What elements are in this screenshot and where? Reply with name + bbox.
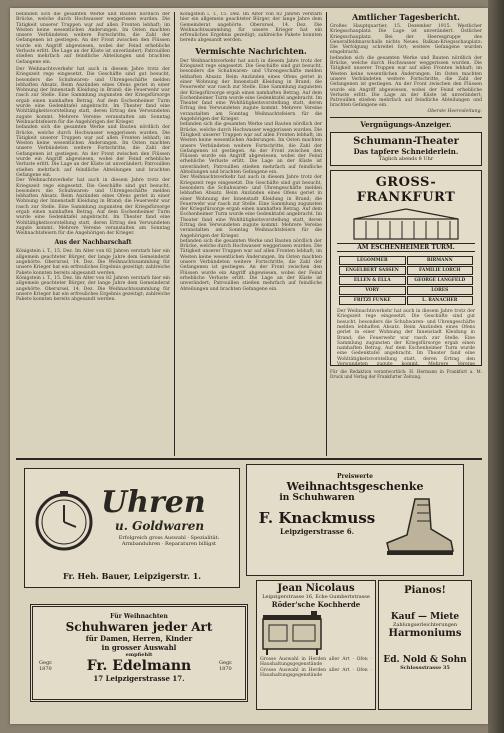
amusements-heading: Vergnügungs-Anzeiger. — [360, 120, 452, 130]
clock-icon — [33, 491, 95, 553]
col2-body-c: Der Weihnachtsverkehr hat auch in diesem Jahre trotz der Kriegszeit rege eingesetzt. Die Geschäfte sind gut besucht, besonders die Schuhwaren- und Uhrengeschäfte melden lebhaften Absatz. Beim Anzünden eines Ofens geriet in einer Wohnung der Innenstadt Kleidung in Brand; die Feuerwehr war rasch zur Stelle. Eine Sammlung zugunsten der Kriegsfürsorge ergab einen namhaften Betrag. Auf dem Eschenheimer Turm wurde eine Gedenktafel angebracht. Im Theater fand eine Wohltätigkeitsvorstellung statt, deren Ertrag den Verwundeten zugute kommt. Mehrere Vereine veranstalten am Sonntag Weihnachtsfeiern für die Angehörigen der Krieger. — [180, 175, 322, 239]
column-3 — [330, 12, 482, 456]
act-5: ELLEN & ELLA — [339, 276, 406, 285]
column-1 — [16, 12, 170, 456]
official-report-body-b: befanden sich die gesamten Werke und Bauten nördlich der Brücke, welche durch Hochwasser weggerissen wurden. Die Tätigkeit unserer Truppen war auf allen Fronten lebhaft; im Westen keine wesentlichen Änderungen. Im Osten machten unsere Verbündeten weitere Fortschritte, die Zahl der Gefangenen ist gestiegen. An der Front zwischen den Flüssen wurde ein Angriff abgewiesen, wobei der Feind erhebliche Verluste erlitt. Die Lage an der Küste ist unverändert; Patrouillen stießen mehrfach auf feindliche Abteilungen und brachten Gefangene ein. — [330, 55, 482, 109]
knackmuss-address: Leipzigerstrasse 6. — [279, 527, 355, 536]
col1-body-2: Königstein i. T., 15. Dez. Im Alter von 82 Jahren verstarb hier ein allgemein geachteter Bürger, der lange Jahre dem Gemeinderat angehörte. Oberursel, 14. Dez. Die Weihnachtssammlung für unsere Krieger hat ein erfreuliches Ergebnis gezeitigt; zahlreiche Pakete konnten bereits abgesandt werden. — [16, 249, 170, 276]
nicolaus-product: Röder'sche Kochherde — [271, 600, 361, 609]
acts-grid — [339, 256, 473, 305]
col1-body-2b: Königstein i. T., 15. Dez. Im Alter von 82 Jahren verstarb hier ein allgemein geachteter Bürger, der lange Jahre dem Gemeinderat angehörte. Oberursel, 14. Dez. Die Weihnachtssammlung für unsere Krieger hat ein erfreuliches Ergebnis gezeitigt; zahlreiche Pakete konnten bereits abgesandt werden. — [16, 275, 170, 303]
imprint-note: Für die Redaktion verantwortlich: H. Hermann in Frankfurt a. M. Druck und Verlag der Frankfurter Zeitung. — [330, 369, 482, 380]
gross-frankfurt-title: GROSS-FRANKFURT — [356, 175, 456, 206]
col2-intro: Königstein i. T., 15. Dez. Im Alter von 82 Jahren verstarb hier ein allgemein geachteter Bürger, der lange Jahre dem Gemeinderat angehörte. Oberursel, 14. Dez. Die Weihnachtssammlung für unsere Krieger hat ein erfreuliches Ergebnis gezeitigt; zahlreiche Pakete konnten bereits abgesandt werden. — [180, 12, 322, 44]
uhren-title: Uhren — [101, 485, 206, 520]
schumann-play: Das tapfere Schneiderlein. — [353, 147, 459, 157]
act-9: FRITZI FUNKE — [339, 296, 406, 305]
boot-icon — [381, 495, 457, 559]
gross-frankfurt-details: Der Weihnachtsverkehr hat auch in diesem Jahre trotz der Kriegszeit rege eingesetzt. Die Geschäfte sind gut besucht, besonders die Schuhwaren- und Uhrengeschäfte melden lebhaften Absatz. Beim Anzünden eines Ofens geriet in einer Wohnung der Innenstadt Kleidung in Brand; die Feuerwehr war rasch zur Stelle. Eine Sammlung zugunsten der Kriegsfürsorge ergab einen namhaften Betrag. Auf dem Eschenheimer Turm wurde eine Gedenktafel angebracht. Im Theater fand eine Wohltätigkeitsvorstellung statt, deren Ertrag den Verwundeten zugute kommt. Mehrere Vereine — [337, 309, 475, 367]
edelmann-line-3: für Damen, Herren, Kinder — [85, 634, 193, 643]
edelmann-shoe-ad — [30, 604, 248, 702]
nicolaus-ad — [256, 580, 376, 710]
edelmann-line-5: empfiehlt — [125, 652, 153, 658]
report-signature: Oberste Heeresleitung. — [427, 108, 482, 114]
nicolaus-address: Leipzigerstrasse 16, Ecke Gumbertstrasse — [262, 594, 370, 600]
knackmuss-line-1: Preiswerte — [337, 473, 373, 480]
knackmuss-firm: F. Knackmuss — [258, 509, 376, 527]
official-report-body: Großes Hauptquartier, 15. Dezember 1915. Westlicher Kriegsschauplatz: Die Lage ist unverändert. Östlicher Kriegsschauplatz: Bei der Heeresgruppe des Generalfeldmarschalls nichts Neues. Balkan-Kriegsschauplatz: Die Verfolgung schreitet fort; weitere Gefangene wurden eingebracht. — [330, 24, 482, 56]
schumann-theater-ad — [330, 132, 482, 166]
local-news-heading: Aus der Nachbarschaft — [54, 239, 132, 247]
nicolaus-name: Jean Nicolaus — [277, 583, 355, 594]
pianos-title: Pianos! — [404, 585, 446, 596]
act-10: L. RANACHER — [407, 296, 474, 305]
act-1: LEGOMMER — [339, 256, 406, 265]
edelmann-firm: Fr. Edelmann — [86, 658, 192, 674]
knackmuss-line-2: Weihnachtsgeschenke — [286, 480, 424, 493]
col2-body: Der Weihnachtsverkehr hat auch in diesem Jahre trotz der Kriegszeit rege eingesetzt. Die Geschäfte sind gut besucht, besonders die Schuhwaren- und Uhrengeschäfte melden lebhaften Absatz. Beim Anzünden eines Ofens geriet in einer Wohnung der Innenstadt Kleidung in Brand; die Feuerwehr war rasch zur Stelle. Eine Sammlung zugunsten der Kriegsfürsorge ergab einen namhaften Betrag. Auf dem Eschenheimer Turm wurde eine Gedenktafel angebracht. Im Theater fand eine Wohltätigkeitsvorstellung statt, deren Ertrag den Verwundeten zugute kommt. Mehrere Vereine veranstalten am Sonntag Weihnachtsfeiern für die Angehörigen der Krieger. — [180, 58, 322, 123]
act-6: GEORGE LANGFELD — [407, 276, 474, 285]
knackmuss-line-3: in Schuhwaren — [279, 493, 355, 503]
act-4: FAMILIE LORCH — [407, 266, 474, 275]
pianos-buy-rent: Kauf — Miete — [390, 612, 460, 622]
col2-body-d: befanden sich die gesamten Werke und Bauten nördlich der Brücke, welche durch Hochwasser weggerissen wurden. Die Tätigkeit unserer Truppen war auf allen Fronten lebhaft; im Westen keine wesentlichen Änderungen. Im Osten machten unsere Verbündeten weitere Fortschritte, die Zahl der Gefangenen ist gestiegen. An der Front zwischen den Flüssen wurde ein Angriff abgewiesen, wobei der Feind erhebliche Verluste erlitt. Die Lage an der Küste ist unverändert; Patrouillen stießen mehrfach auf feindliche Abteilungen und brachten Gefangene ein. — [180, 238, 322, 292]
newspaper-page — [10, 8, 488, 724]
edelmann-tag-right: Gegr. 1870 — [219, 660, 233, 672]
gross-frankfurt-subtitle: AM ESCHENHEIMER TURM. — [337, 243, 475, 252]
uhren-ad — [24, 468, 240, 588]
gross-frankfurt-ad — [330, 170, 482, 366]
edelmann-line-4: in grosser Auswahl — [101, 643, 177, 652]
act-7: VORY — [339, 286, 406, 295]
misc-news-heading: Vermischte Nachrichten. — [195, 45, 307, 56]
col1-body-1: befanden sich die gesamten Werke und Bauten nördlich der Brücke, welche durch Hochwasser weggerissen wurden. Die Tätigkeit unserer Truppen war auf allen Fronten lebhaft; im Westen keine wesentlichen Änderungen. Im Osten machten unsere Verbündeten weitere Fortschritte, die Zahl der Gefangenen ist gestiegen. An der Front zwischen den Flüssen wurde ein Angriff abgewiesen, wobei der Feind erhebliche Verluste erlitt. Die Lage an der Küste ist unverändert; Patrouillen stießen mehrfach auf feindliche Abteilungen und brachten Gefangene ein. — [16, 12, 170, 65]
schumann-time: Täglich abends 8 Uhr — [378, 156, 434, 163]
col1-body-1c: befanden sich die gesamten Werke und Bauten nördlich der Brücke, welche durch Hochwasser weggerissen wurden. Die Tätigkeit unserer Truppen war auf allen Fronten lebhaft; im Westen keine wesentlichen Änderungen. Im Osten machten unsere Verbündeten weitere Fortschritte, die Zahl der Gefangenen ist gestiegen. An der Front zwischen den Flüssen wurde ein Angriff abgewiesen, wobei der Feind erhebliche Verluste erlitt. Die Lage an der Küste ist unverändert; Patrouillen stießen mehrfach auf feindliche Abteilungen und brachten Gefangene ein. — [16, 125, 170, 178]
col1-body-1d: Der Weihnachtsverkehr hat auch in diesem Jahre trotz der Kriegszeit rege eingesetzt. Die Geschäfte sind gut besucht, besonders die Schuhwaren- und Uhrengeschäfte melden lebhaften Absatz. Beim Anzünden eines Ofens geriet in einer Wohnung der Innenstadt Kleidung in Brand; die Feuerwehr war rasch zur Stelle. Eine Sammlung zugunsten der Kriegsfürsorge ergab einen namhaften Betrag. Auf dem Eschenheimer Turm wurde eine Gedenktafel angebracht. Im Theater fand eine Wohltätigkeitsvorstellung statt, deren Ertrag den Verwundeten zugute kommt. Mehrere Vereine veranstalten am Sonntag Weihnachtsfeiern für die Angehörigen der Krieger. — [16, 178, 170, 237]
nicolaus-footer: Grosse Auswahl in Herden aller Art · Ofen · Haushaltungsgegenstände — [260, 657, 372, 668]
column-2 — [180, 12, 322, 456]
uhren-subtitle: u. Goldwaren — [115, 519, 205, 533]
knackmuss-ad — [246, 464, 464, 576]
col1-body-1b: Der Weihnachtsverkehr hat auch in diesem Jahre trotz der Kriegszeit rege eingesetzt. Die Geschäfte sind gut besucht, besonders die Schuhwaren- und Uhrengeschäfte melden lebhaften Absatz. Beim Anzünden eines Ofens geriet in einer Wohnung der Innenstadt Kleidung in Brand; die Feuerwehr war rasch zur Stelle. Eine Sammlung zugunsten der Kriegsfürsorge ergab einen namhaften Betrag. Auf dem Eschenheimer Turm wurde eine Gedenktafel angebracht. Im Theater fand eine Wohltätigkeitsvorstellung statt, deren Ertrag den Verwundeten zugute kommt. Mehrere Vereine veranstalten am Sonntag Weihnachtsfeiern für die Angehörigen der Krieger. — [16, 66, 170, 125]
edelmann-address: 17 Leipzigerstrasse 17. — [93, 674, 185, 683]
pianos-terms: Zahlungserleichterungen — [392, 622, 458, 628]
edelmann-line-1: Für Weihnachten — [110, 613, 168, 620]
edelmann-line-2: Schuhwaren jeder Art — [65, 620, 213, 634]
schumann-title: Schumann-Theater — [353, 136, 459, 148]
building-illustration-icon — [346, 207, 466, 241]
uhren-firm: Fr. Heh. Bauer, Leipzigerstr. 1. — [62, 571, 202, 581]
pianos-harmoniums: Harmoniums — [388, 628, 462, 639]
act-2: BIRMANN — [407, 256, 474, 265]
edelmann-tag-left: Gegr. 1870 — [39, 660, 53, 672]
nicolaus-footer-b: Grosse Auswahl in Herden aller Art · Ofen · Haushaltungsgegenstände — [260, 667, 372, 678]
col2-body-b: befanden sich die gesamten Werke und Bauten nördlich der Brücke, welche durch Hochwasser weggerissen wurden. Die Tätigkeit unserer Truppen war auf allen Fronten lebhaft; im Westen keine wesentlichen Änderungen. Im Osten machten unsere Verbündeten weitere Fortschritte, die Zahl der Gefangenen ist gestiegen. An der Front zwischen den Flüssen wurde ein Angriff abgewiesen, wobei der Feind erhebliche Verluste erlitt. Die Lage an der Küste ist unverändert; Patrouillen stießen mehrfach auf feindliche Abteilungen und brachten Gefangene ein. — [180, 122, 322, 176]
pianos-firm: Ed. Nold & Sohn — [383, 655, 467, 665]
act-8: LORES — [407, 286, 474, 295]
uhren-text: Erfolgreich gross Auswahl · Spezialität: Armbanduhren · Reparaturen billigst — [118, 535, 220, 547]
official-report-heading: Amtlicher Tagesbericht. — [352, 12, 460, 22]
stove-icon — [261, 611, 331, 657]
book-binding-edge — [488, 0, 504, 733]
pianos-ad — [378, 580, 472, 710]
pianos-address: Schlossstrasse 35 — [400, 665, 450, 671]
act-3: ENGELBERT SASSEN — [339, 266, 406, 275]
